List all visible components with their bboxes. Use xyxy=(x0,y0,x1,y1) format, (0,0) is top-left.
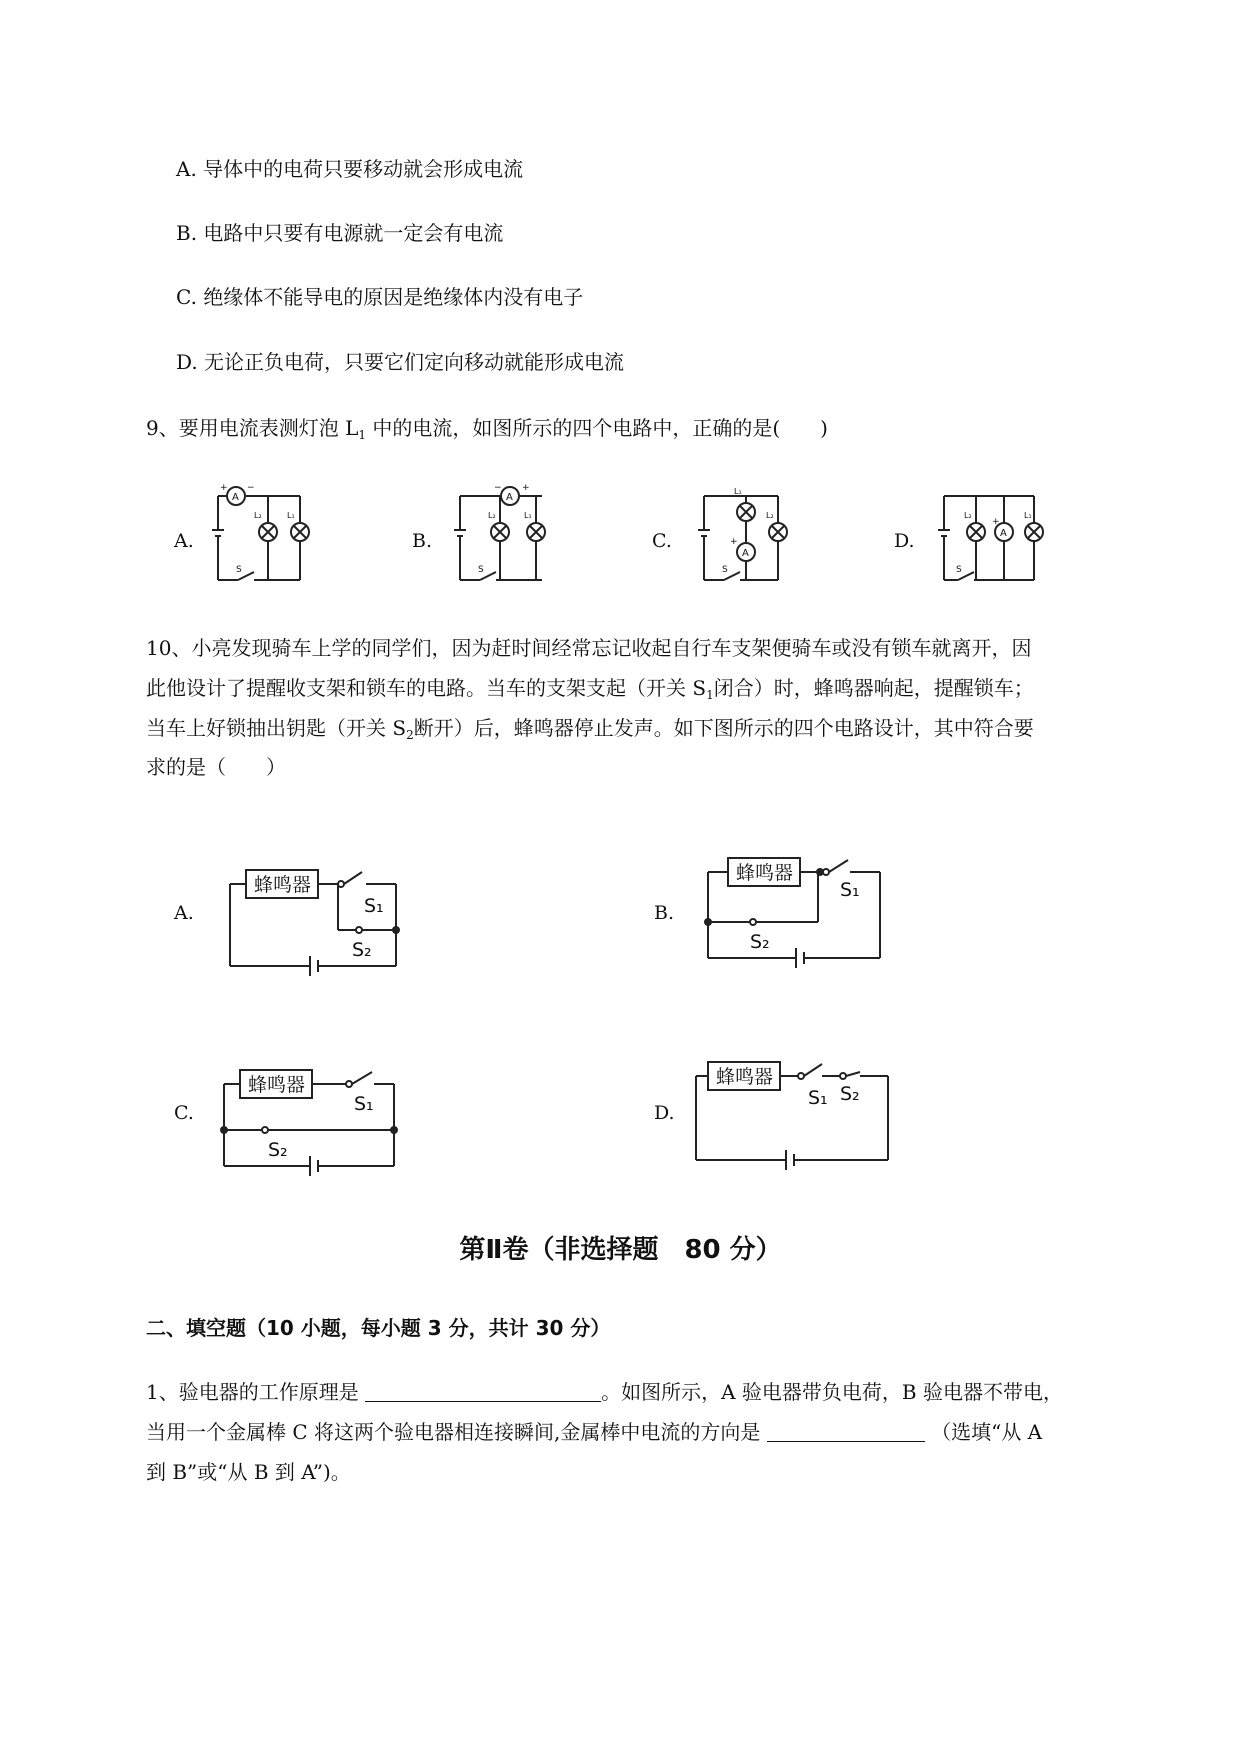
q10-line-3 xyxy=(146,716,1034,742)
l2-label: L₂ xyxy=(254,511,262,520)
fill-in-section-title: 二、填空题（10 小题，每小题 3 分，共计 30 分） xyxy=(146,1316,611,1340)
l2-label: L₂ xyxy=(964,511,972,520)
q9-stem xyxy=(146,416,828,442)
fill1-line-3: 到 B”或“从 B 到 A”)。 xyxy=(146,1460,351,1484)
buzzer-label: 蜂鸣器 xyxy=(716,1066,774,1088)
s2-label: S₂ xyxy=(268,1139,288,1161)
s1-label: S₁ xyxy=(354,1093,374,1115)
l2-label: L₂ xyxy=(766,511,774,520)
q9-fig-label-c: C. xyxy=(652,530,672,552)
q10-line2-sub: 1 xyxy=(706,688,714,702)
s2-label: S₂ xyxy=(352,939,372,961)
buzzer-label: 蜂鸣器 xyxy=(248,1074,306,1096)
option-text: 绝缘体不能导电的原因是绝缘体内没有电子 xyxy=(203,285,584,309)
l2-label: L₂ xyxy=(488,511,496,520)
q10-fig-label-a: A. xyxy=(174,902,194,924)
ammeter-d-symbol: A xyxy=(1000,528,1007,539)
buzzer-label: 蜂鸣器 xyxy=(254,874,312,896)
minus-mark: − xyxy=(494,483,502,493)
option-text: 无论正负电荷，只要它们定向移动就能形成电流 xyxy=(204,350,625,374)
answer-blank-2[interactable] xyxy=(767,1421,925,1442)
s1-label: S₁ xyxy=(364,895,384,917)
q10-fig-label-c: C. xyxy=(174,1102,194,1124)
q10-fig-label-d: D. xyxy=(654,1102,675,1124)
q9-stem-pre: 9、要用电流表测灯泡 L xyxy=(146,416,359,440)
q9-fig-label-b: B. xyxy=(412,530,433,552)
q10-line3-pre: 当车上好锁抽出钥匙（开关 S xyxy=(146,716,407,740)
l1-label: L₁ xyxy=(524,511,532,520)
fill1-line2-pre: 当用一个金属棒 C 将这两个验电器相连接瞬间,金属棒中电流的方向是 xyxy=(146,1420,761,1444)
plus-mark: + xyxy=(220,483,228,493)
q10-circuit-c xyxy=(218,1064,408,1182)
switch-label: S xyxy=(236,565,242,575)
q8-option-a xyxy=(176,157,523,181)
q9-stem-post: 中的电流，如图所示的四个电路中，正确的是( ) xyxy=(366,416,828,440)
option-label: D. xyxy=(176,350,198,374)
switch-label: S xyxy=(956,565,962,575)
l1-label: L₁ xyxy=(287,511,295,520)
q10-line3-sub: 2 xyxy=(406,728,414,742)
fill1-line-1 xyxy=(146,1380,1063,1404)
option-text: 电路中只要有电源就一定会有电流 xyxy=(203,221,504,245)
q8-option-b xyxy=(176,221,503,245)
part-2-heading: 第Ⅱ卷（非选择题 80 分） xyxy=(459,1235,782,1265)
option-label: A. xyxy=(176,157,197,181)
switch-label: S xyxy=(722,565,728,575)
answer-blank-1[interactable] xyxy=(365,1381,601,1402)
l1-label: L₁ xyxy=(1024,511,1032,520)
q9-fig-label-a: A. xyxy=(174,530,194,552)
q10-line2-pre: 此他设计了提醒收支架和锁车的电路。当车的支架支起（开关 S xyxy=(146,676,707,700)
option-label: C. xyxy=(176,285,197,309)
fill1-line2-post: （选填“从 A xyxy=(931,1420,1043,1444)
plus-mark: + xyxy=(992,517,1000,527)
fill1-line1-post: 。如图所示，A 验电器带负电荷，B 验电器不带电， xyxy=(601,1380,1063,1404)
s2-label: S₂ xyxy=(750,931,770,953)
q9-fig-label-d: D. xyxy=(894,530,915,552)
q9-circuit-d xyxy=(940,482,1040,588)
q10-line-2 xyxy=(146,676,1034,702)
ammeter-c-symbol: A xyxy=(742,548,749,559)
q10-circuit-a xyxy=(226,864,416,982)
fill1-line1-pre: 1、验电器的工作原理是 xyxy=(146,1380,359,1404)
ammeter-a-symbol: A xyxy=(232,492,239,503)
s2-label: S₂ xyxy=(840,1083,860,1105)
q10-line3-post: 断开）后，蜂鸣器停止发声。如下图所示的四个电路设计，其中符合要 xyxy=(413,716,1034,740)
q9-circuit-c xyxy=(700,482,790,588)
q10-line-4: 求的是（ ） xyxy=(146,755,286,779)
switch-label: S xyxy=(478,565,484,575)
q10-circuit-b xyxy=(700,852,900,976)
q10-line2-post: 闭合）时，蜂鸣器响起，提醒锁车； xyxy=(713,676,1034,700)
ammeter-b-symbol: A xyxy=(506,492,513,503)
option-label: B. xyxy=(176,221,198,245)
plus-mark: + xyxy=(522,483,530,493)
q10-line-1: 10、小亮发现骑车上学的同学们，因为赶时间经常忘记收起自行车支架便骑车或没有锁车就离开，因 xyxy=(146,636,1032,660)
plus-mark: + xyxy=(730,537,738,547)
q9-stem-sub: 1 xyxy=(358,428,367,442)
buzzer-label: 蜂鸣器 xyxy=(736,862,794,884)
option-text: 导体中的电荷只要移动就会形成电流 xyxy=(203,157,524,181)
fill1-line-2 xyxy=(146,1420,1042,1444)
s1-label: S₁ xyxy=(808,1087,828,1109)
l1-label: L₁ xyxy=(734,487,742,496)
minus-mark: − xyxy=(247,483,255,493)
q9-circuit-b xyxy=(456,482,546,588)
s1-label: S₁ xyxy=(840,879,860,901)
q9-circuit-a xyxy=(214,482,304,588)
q8-option-d xyxy=(176,350,624,374)
q10-circuit-d xyxy=(690,1054,900,1178)
q10-fig-label-b: B. xyxy=(654,902,675,924)
q8-option-c xyxy=(176,285,583,309)
